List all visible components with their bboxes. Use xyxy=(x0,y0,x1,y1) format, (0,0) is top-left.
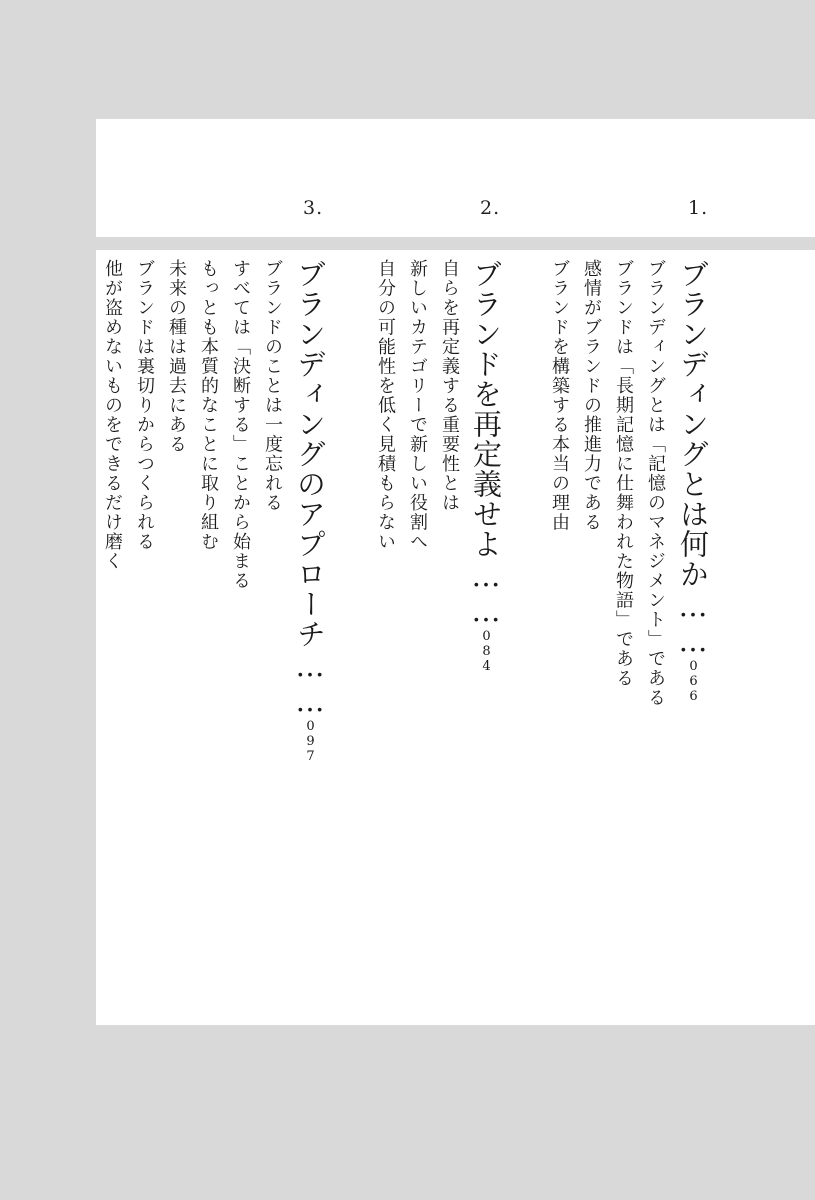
chapter-2-subsection-2[interactable]: 新しいカテゴリーで新しい役割へ xyxy=(407,259,428,552)
chapter-3-subsection-2[interactable]: すべては「決断する」ことから始まる xyxy=(230,259,251,591)
chapter-1-number: 1. xyxy=(688,197,709,219)
chapter-3-title[interactable] xyxy=(292,259,328,764)
chapter-3-subsection-4[interactable]: 未来の種は過去にある xyxy=(166,259,187,454)
chapter-3-subsection-3[interactable]: もっとも本質的なことに取り組む xyxy=(198,259,219,552)
chapter-1-page-number: 066 xyxy=(686,659,701,704)
chapter-3-number: 3. xyxy=(303,197,324,219)
chapter-1-subsection-4[interactable]: ブランドを構築する本当の理由 xyxy=(549,259,570,532)
chapter-2-title-text: ブランドを再定義せよ…… xyxy=(469,259,503,629)
chapter-2-page-number: 084 xyxy=(479,629,494,674)
chapter-1-title[interactable] xyxy=(675,259,711,704)
chapter-1-subsection-3[interactable]: 感情がブランドの推進力である xyxy=(581,259,602,532)
chapter-3-subsection-6[interactable]: 他が盗めないものをできるだけ磨く xyxy=(102,259,123,571)
section-divider xyxy=(96,237,815,250)
chapter-2-subsection-1[interactable]: 自らを再定義する重要性とは xyxy=(439,259,460,513)
chapter-1-title-text: ブランディングとは何か…… xyxy=(676,259,710,659)
chapter-2-number: 2. xyxy=(480,197,501,219)
chapter-1-subsection-2[interactable]: ブランドは「長期記憶に仕舞われた物語」である xyxy=(613,259,634,688)
chapter-number-band xyxy=(96,119,815,237)
chapter-3-subsection-1[interactable]: ブランドのことは一度忘れる xyxy=(262,259,283,513)
toc-page xyxy=(96,119,815,1025)
chapter-2-subsection-3[interactable]: 自分の可能性を低く見積もらない xyxy=(375,259,396,552)
chapter-1-subsection-1[interactable]: ブランディングとは「記憶のマネジメント」である xyxy=(645,259,666,708)
chapter-3-page-number: 097 xyxy=(303,719,318,764)
chapter-3-title-text: ブランディングのアプローチ…… xyxy=(293,259,327,719)
chapter-2-title[interactable] xyxy=(468,259,504,674)
chapter-3-subsection-5[interactable]: ブランドは裏切りからつくられる xyxy=(134,259,155,552)
